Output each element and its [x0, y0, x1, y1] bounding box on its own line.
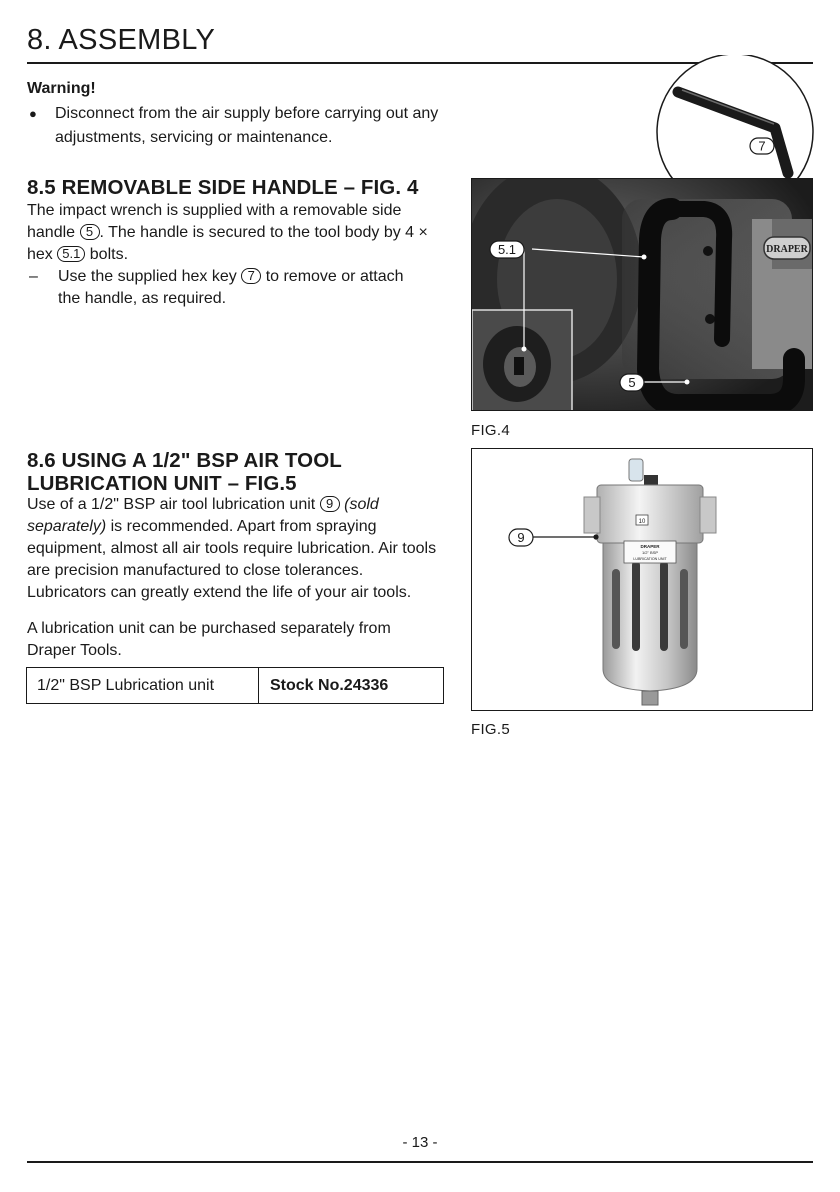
footer-rule: [27, 1161, 813, 1163]
lubricator-badge-text: 10: [638, 519, 646, 525]
stock-table: [26, 667, 444, 704]
brand-badge-text: DRAPER: [766, 244, 808, 255]
callout-5: 5: [80, 224, 100, 240]
svg-text:5.1: 5.1: [497, 242, 517, 257]
callout-9-fig: [509, 529, 533, 546]
stock-number-cell: Stock No.24336: [270, 677, 389, 694]
section-8-5-paragraph: The impact wrench is supplied with a removable side handle 5 . The handle is secured to the tool body by 4 × hex 5.1 bolts.: [27, 202, 428, 263]
callout-7: 7: [241, 268, 261, 284]
section-8-5-heading: 8.5 REMOVABLE SIDE HANDLE – FIG. 4: [27, 176, 419, 199]
figure-5-box: [471, 448, 813, 711]
callout-5-1: 5.1: [57, 246, 85, 262]
page-title: 8. ASSEMBLY: [27, 24, 216, 56]
section-8-6-heading-line2: LUBRICATION UNIT – FIG.5: [27, 472, 297, 495]
lubricator-illustration: [472, 449, 813, 711]
impact-wrench-photo: [472, 179, 813, 411]
warning-bullet-text: Disconnect from the air supply before carrying out any adjustments, servicing or maintenance.: [55, 105, 439, 146]
callout-7: [750, 138, 774, 154]
svg-text:5: 5: [628, 375, 636, 390]
section-8-6-paragraph-1: Use of a 1/2" BSP air tool lubrication unit 9 (sold separately) is recommended. Apart from spraying equipment, almost all air tools require lubrication. Air tools are precision manufactured to close tolerances. Lubricators can greatly extend the life of your air tools.: [27, 496, 437, 601]
dash-marker: –: [29, 268, 38, 285]
page-number: - 13 -: [402, 1134, 438, 1151]
warning-heading: Warning!: [27, 80, 96, 97]
callout-9: 9: [320, 496, 340, 512]
callout-5-fig: [620, 374, 644, 391]
figure-4-photo: [471, 178, 813, 411]
lubricator-label-line3: LUBRICATION UNIT: [633, 557, 667, 561]
figure-5-label: FIG.5: [471, 721, 511, 738]
bullet-dot-icon: ●: [29, 106, 37, 121]
lubricator-label-line1: DRAPER: [640, 544, 660, 549]
callout-5-1-fig: [490, 241, 524, 258]
stock-item-cell: 1/2" BSP Lubrication unit: [27, 668, 259, 703]
section-8-5-list-text: Use the supplied hex key 7 to remove or attach the handle, as required.: [58, 268, 404, 307]
callout-7-text: 7: [758, 138, 766, 154]
figure-4-label: FIG.4: [471, 422, 511, 439]
brand-badge: [764, 237, 810, 259]
section-8-6-heading-line1: 8.6 USING A 1/2" BSP AIR TOOL: [27, 449, 342, 472]
section-8-6-paragraph-2: A lubrication unit can be purchased separately from Draper Tools.: [27, 620, 391, 659]
lubricator-label-line2: 1/2" BSP: [641, 550, 659, 555]
svg-text:9: 9: [517, 530, 525, 545]
